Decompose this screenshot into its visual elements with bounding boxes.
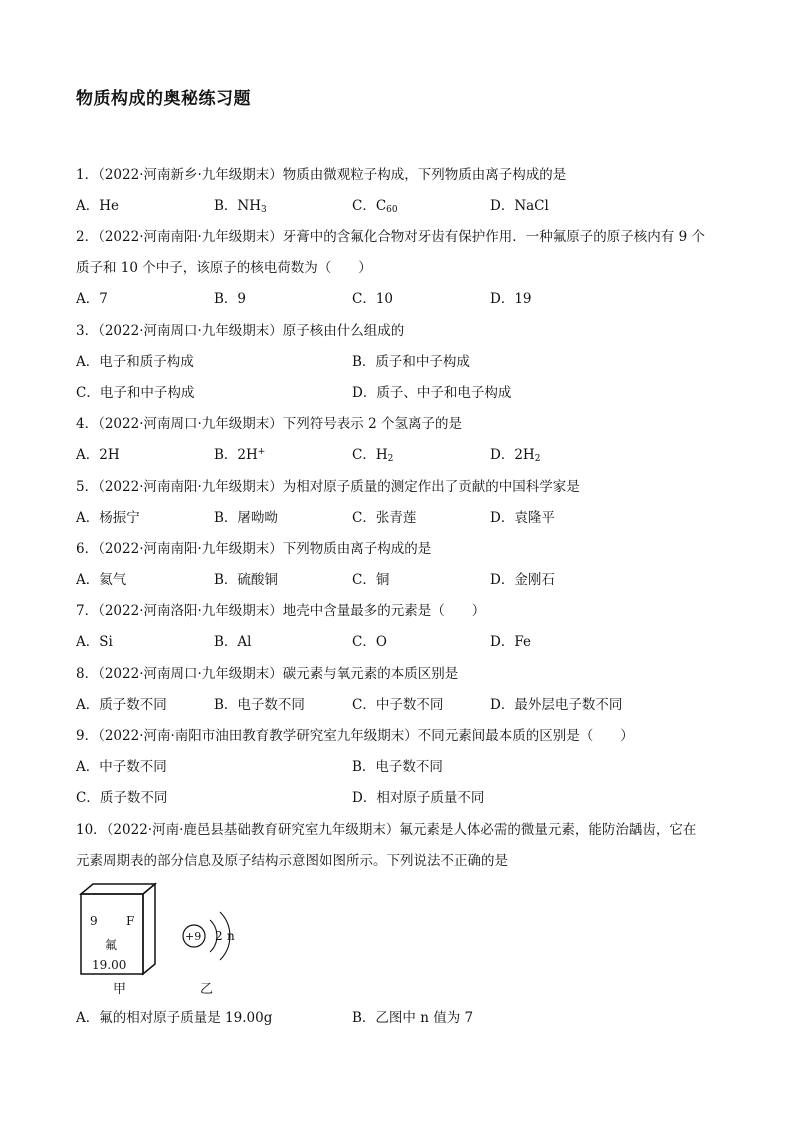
q6-option-d: D．金刚石 [490,572,555,588]
q5-option-d: D．袁隆平 [490,510,555,526]
q7-option-c: C．O [352,634,387,650]
q3-option-a: A．电子和质子构成 [76,354,194,370]
q1-option-b: B．$NH_3$ [214,198,267,215]
nucleus-charge: +9 [185,930,202,943]
question-5-stem: 5．（2022·河南南阳·九年级期末）为相对原子质量的测定作出了贡献的中国科学家是 [76,479,580,495]
question-10-stem-line1: 10．（2022·河南·鹿邑县基础教育研究室九年级期末）氟元素是人体必需的微量元素，能防治龋齿，它在 [76,822,697,838]
q4-option-b: B．2H+ [214,447,266,463]
q5-option-c: C．张青莲 [352,510,417,526]
q6-option-b: B．硫酸铜 [214,572,278,588]
question-6-stem: 6．（2022·河南南阳·九年级期末）下列物质由离子构成的是 [76,541,432,557]
q8-option-a: A．质子数不同 [76,697,167,713]
q4-option-c: C．$H_2$ [352,447,394,464]
question-3-stem: 3．（2022·河南周口·九年级期末）原子核由什么组成的 [76,323,405,339]
question-1-stem: 1．（2022·河南新乡·九年级期末）物质由微观粒子构成，下列物质由离子构成的是 [76,167,567,183]
q1-option-c: C．$C_{60}$ [352,198,398,215]
q9-option-d: D．相对原子质量不同 [352,790,485,806]
shell-1-electrons: 2 [215,929,223,943]
question-8-stem: 8．（2022·河南周口·九年级期末）碳元素与氧元素的本质区别是 [76,666,459,682]
atomic-number: 9 [90,914,98,928]
question-2-stem-line1: 2．（2022·河南南阳·九年级期末）牙膏中的含氟化合物对牙齿有保护作用．一种氟原子的原子核内有 9 个 [76,229,705,245]
q9-option-c: C．质子数不同 [76,790,168,806]
q7-option-a: A．Si [76,634,113,650]
q3-option-d: D．质子、中子和电子构成 [352,385,512,401]
q9-option-b: B．电子数不同 [352,759,443,775]
q2-option-c: C．10 [352,291,394,307]
q1-option-a: A．He [76,198,120,214]
question-7-stem: 7．（2022·河南洛阳·九年级期末）地壳中含量最多的元素是（ ） [76,603,486,619]
fluorine-figure [76,880,276,1000]
q10-option-a: A．氟的相对原子质量是 19.00g [76,1010,273,1026]
q8-option-d: D．最外层电子数不同 [490,697,623,713]
page-title: 物质构成的奥秘练习题 [76,89,251,109]
element-name: 氟 [105,938,118,952]
q8-option-c: C．中子数不同 [352,697,444,713]
shell-2-electrons: n [227,929,235,943]
q3-option-b: B．质子和中子构成 [352,354,470,370]
q6-option-c: C．铜 [352,572,390,588]
question-10-stem-line2: 元素周期表的部分信息及原子结构示意图如图所示。下列说法不正确的是 [76,853,508,869]
q9-option-a: A．中子数不同 [76,759,167,775]
q7-option-d: D．Fe [490,634,531,650]
element-symbol: F [126,914,135,928]
q3-option-c: C．电子和中子构成 [76,385,195,401]
label-jia: 甲 [113,982,127,997]
q2-option-b: B．9 [214,291,247,307]
q8-option-b: B．电子数不同 [214,697,305,713]
q10-option-b: B．乙图中 n 值为 7 [352,1010,474,1026]
element-cell-side [143,884,155,974]
q4-option-d: D．$2H_2$ [490,447,541,464]
q1-option-d: D．NaCl [490,198,549,214]
q6-option-a: A．氦气 [76,572,127,588]
label-yi: 乙 [200,982,214,997]
atomic-mass: 19.00 [92,958,127,972]
q2-option-a: A．7 [76,291,108,307]
question-4-stem: 4．（2022·河南周口·九年级期末）下列符号表示 2 个氢离子的是 [76,416,462,432]
question-2-stem-line2: 质子和 10 个中子，该原子的核电荷数为（ ） [76,260,372,276]
q2-option-d: D．19 [490,291,532,307]
q7-option-b: B．Al [214,634,252,650]
q5-option-b: B．屠呦呦 [214,510,278,526]
question-9-stem: 9．（2022·河南·南阳市油田教育教学研究室九年级期末）不同元素间最本质的区别是（ ） [76,728,634,744]
q5-option-a: A．杨振宁 [76,510,140,526]
q4-option-a: A．2H [76,447,120,463]
